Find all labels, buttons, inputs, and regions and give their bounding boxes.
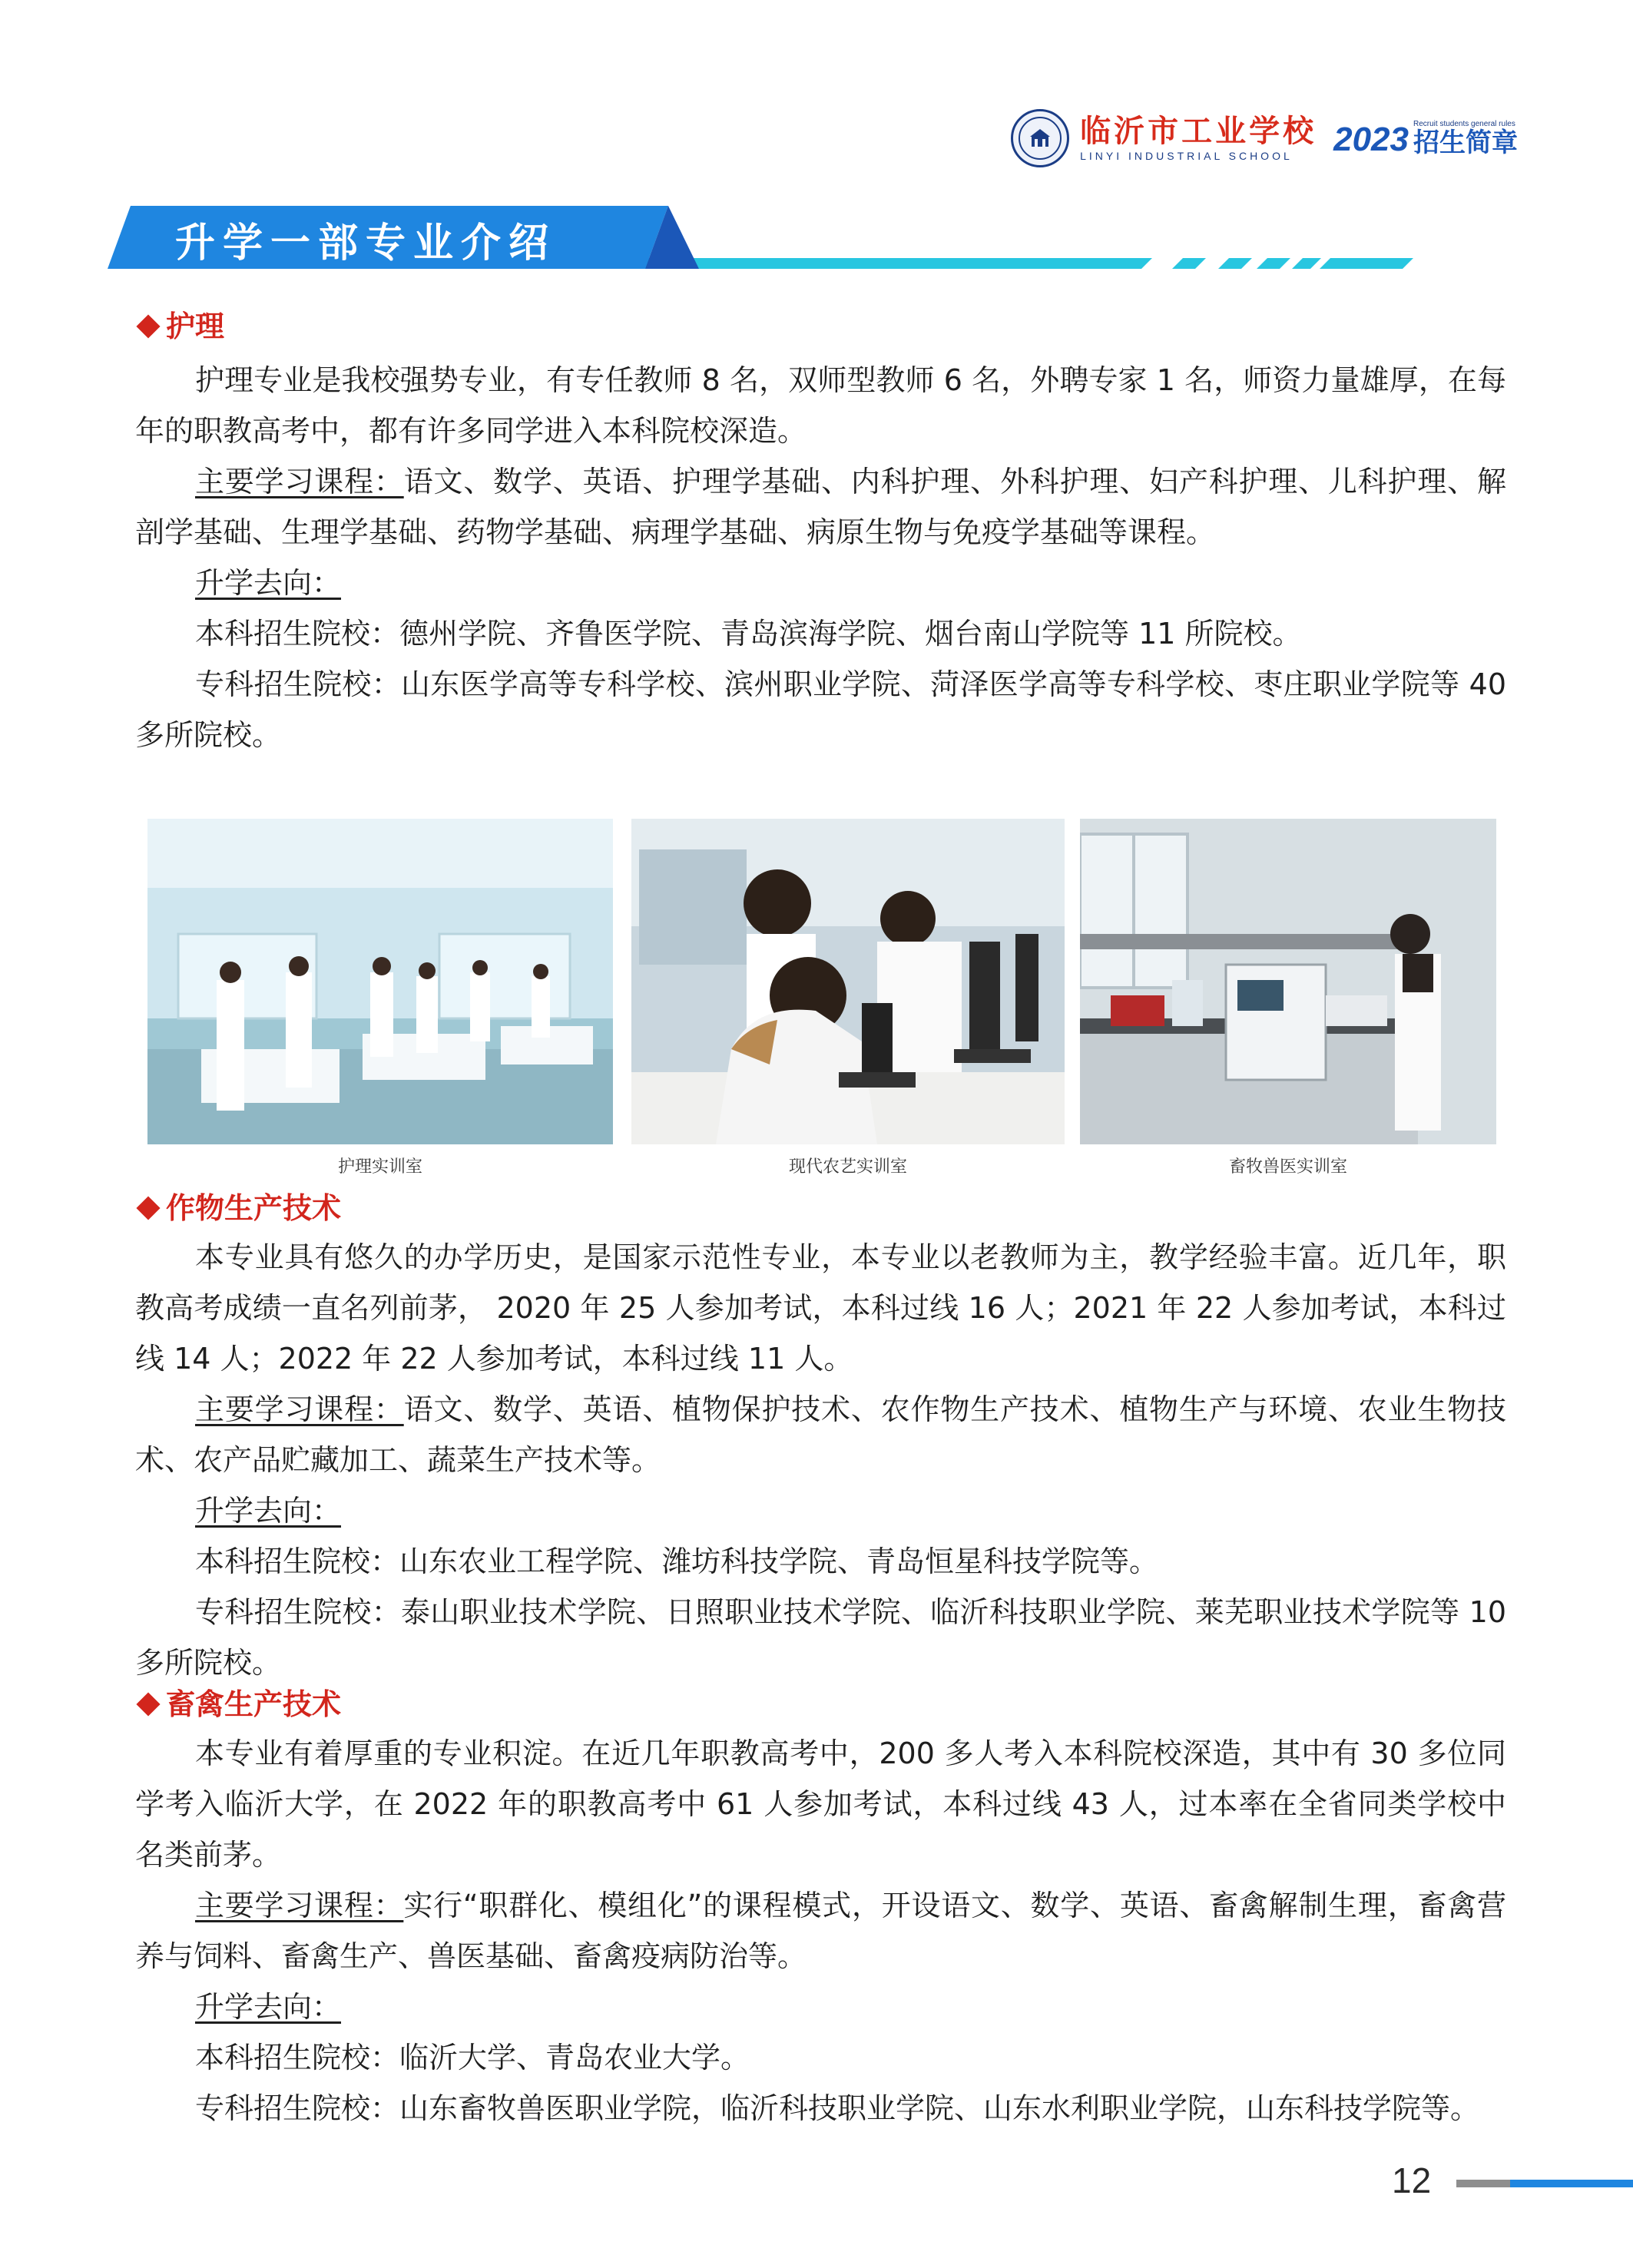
school-emblem-icon — [1011, 109, 1069, 167]
section-livestock-production — [135, 1682, 1506, 2134]
photo-caption: 护理实训室 — [337, 1157, 422, 1177]
brochure-title: 招生简章 — [1413, 127, 1518, 158]
nursing-lab-image — [147, 819, 613, 1144]
junior-schools: 专科招生院校：山东医学高等专科学校、滨州职业学院、菏泽医学高等专科学校、枣庄职业学院等 40 多所院校。 — [135, 667, 1506, 752]
veterinary-lab-image — [1080, 819, 1496, 1144]
brochure-subtitle-en: Recruit students general rules — [1413, 120, 1515, 128]
courses-paragraph — [135, 456, 1506, 558]
undergrad-schools: 本科招生院校：临沂大学、青岛农业大学。 — [195, 2041, 750, 2074]
courses-text: 语文、数学、英语、植物保护技术、农作物生产技术、植物生产与环境、农业生物技术、农产品贮藏加工、蔬菜生产技术等。 — [135, 1392, 1506, 1477]
banner-title: 升学一部专业介绍 — [175, 220, 557, 267]
page-number: 12 — [1392, 2160, 1432, 2200]
undergrad-schools: 本科招生院校：德州学院、齐鲁医学院、青岛滨海学院、烟台南山学院等 11 所院校。 — [195, 617, 1302, 651]
courses-paragraph — [135, 1880, 1506, 1982]
photo-nursing-lab — [147, 819, 613, 1177]
courses-label: 主要学习课程： — [195, 1889, 404, 1922]
photo-agronomy-lab — [631, 819, 1065, 1177]
school-name-en: LINYI INDUSTRIAL SCHOOL — [1080, 150, 1293, 162]
section-banner — [108, 201, 1490, 275]
diamond-bullet-icon — [136, 1692, 160, 1716]
courses-paragraph — [135, 1384, 1506, 1485]
section-heading: 作物生产技术 — [135, 1186, 1506, 1230]
agronomy-lab-image — [631, 819, 1065, 1144]
photo-strip — [147, 819, 1496, 1177]
section-intro: 护理专业是我校强势专业，有专任教师 8 名，双师型教师 6 名，外聘专家 1 名，师资力量雄厚，在每年的职教高考中，都有许多同学进入本科院校深造。 — [135, 363, 1506, 448]
section-intro: 本专业具有悠久的办学历史，是国家示范性专业，本专业以老教师为主，教学经验丰富。近几年，职教高考成绩一直名列前茅， 2020 年 25 人参加考试，本科过线 16 人；2021 年 22 人参加考试，本科过线 14 人；2022 年 22 人参加考试，本科过线 11 人。 — [135, 1240, 1506, 1376]
courses-text: 实行“职群化、模组化”的课程模式，开设语文、数学、英语、畜禽解制生理，畜禽营养与饲料、畜禽生产、兽医基础、畜禽疫病防治等。 — [135, 1889, 1506, 1973]
page-number-bar — [1456, 2180, 1633, 2187]
courses-label: 主要学习课程： — [195, 1392, 404, 1426]
school-name-cn: 临沂市工业学校 — [1080, 113, 1317, 149]
diamond-bullet-icon — [136, 314, 160, 338]
courses-label: 主要学习课程： — [195, 465, 404, 498]
page-header — [1011, 108, 1518, 169]
section-crop-production — [135, 1186, 1506, 1688]
photo-caption: 畜牧兽医实训室 — [1228, 1157, 1347, 1177]
photo-veterinary-lab — [1080, 819, 1496, 1177]
brochure-year: 2023 — [1333, 121, 1409, 158]
path-label: 升学去向： — [195, 566, 342, 600]
section-heading: 护理 — [135, 304, 1506, 349]
courses-text: 语文、数学、英语、护理学基础、内科护理、外科护理、妇产科护理、儿科护理、解剖学基础、生理学基础、药物学基础、病理学基础、病原生物与免疫学基础等课程。 — [135, 465, 1506, 549]
path-label: 升学去向： — [195, 1494, 342, 1528]
junior-schools: 专科招生院校：山东畜牧兽医职业学院，临沂科技职业学院、山东水利职业学院，山东科技学院等。 — [195, 2091, 1480, 2125]
section-intro: 本专业有着厚重的专业积淀。在近几年职教高考中，200 多人考入本科院校深造，其中有 30 多位同学考入临沂大学，在 2022 年的职教高考中 61 人参加考试，本科过线 43 人，过本率在全省同类学校中名类前茅。 — [135, 1737, 1506, 1872]
photo-caption: 现代农艺实训室 — [788, 1157, 907, 1177]
section-nursing — [135, 304, 1506, 760]
junior-schools: 专科招生院校：泰山职业技术学院、日照职业技术学院、临沂科技职业学院、莱芜职业技术学院等 10 多所院校。 — [135, 1595, 1506, 1680]
undergrad-schools: 本科招生院校：山东农业工程学院、潍坊科技学院、青岛恒星科技学院等。 — [195, 1545, 1159, 1578]
section-heading: 畜禽生产技术 — [135, 1682, 1506, 1727]
diamond-bullet-icon — [136, 1196, 160, 1220]
path-label: 升学去向： — [195, 1990, 342, 2024]
